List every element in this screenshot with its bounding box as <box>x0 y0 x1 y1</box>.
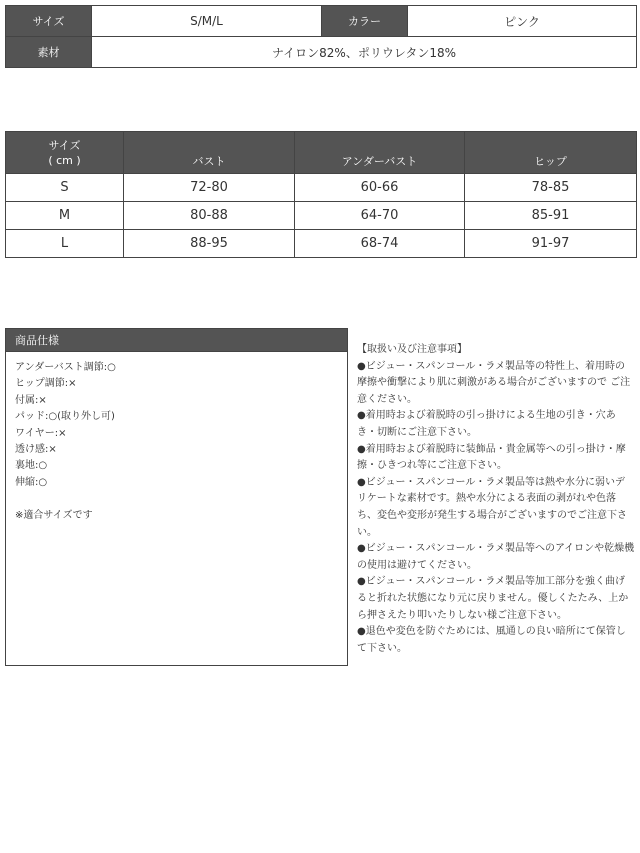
table-row <box>6 230 637 258</box>
list-item: 付属:× <box>15 394 47 406</box>
hip-cell: 78-85 <box>465 174 637 202</box>
spec-note: ※適合サイズです <box>15 510 93 522</box>
underbust-cell: 68-74 <box>295 230 465 258</box>
care-paragraph: ●ビジュー・スパンコール・ラメ製品等は熱や水分に弱いデリケートな素材です。熱や水分による表面の剥がれや色落ち、変色や変形が発生する場合がございますのでご注意下さい。 <box>357 476 627 538</box>
care-paragraph: ●退色や変色を防ぐためには、風通しの良い暗所にて保管して下さい。 <box>357 626 626 654</box>
info-row-size-color <box>6 6 637 37</box>
list-item: 透け感:× <box>15 444 57 456</box>
underbust-header: アンダーバスト <box>295 132 465 174</box>
size-header <box>6 132 124 174</box>
list-item: 裏地:○ <box>15 460 48 472</box>
material-value: ナイロン82%、ポリウレタン18% <box>92 37 637 68</box>
care-title: 【取扱い及び注意事項】 <box>357 344 467 355</box>
product-info-table <box>5 5 637 68</box>
size-value: S/M/L <box>92 6 322 37</box>
list-item: パッド:○(取り外し可) <box>15 411 115 423</box>
care-paragraph: ●着用時および着脱時の引っ掛けによる生地の引き・穴あき・切断にご注意下さい。 <box>357 410 616 438</box>
bust-cell: 80-88 <box>124 202 295 230</box>
color-label: カラー <box>322 6 408 37</box>
product-spec-box <box>5 328 348 666</box>
care-paragraph: ●ビジュー・スパンコール・ラメ製品等へのアイロンや乾燥機の使用は避けてください。 <box>357 543 635 571</box>
care-instructions <box>357 342 635 657</box>
list-item: ワイヤー:× <box>15 427 67 439</box>
underbust-cell: 60-66 <box>295 174 465 202</box>
hip-cell: 85-91 <box>465 202 637 230</box>
size-header-row <box>6 132 637 174</box>
care-paragraph: ●ビジュー・スパンコール・ラメ製品等加工部分を強く曲げると折れた状態になり元に戻りません。優しくたたみ、上から押さえたり叩いたりしない様ご注意下さい。 <box>357 576 629 621</box>
size-cell: L <box>6 230 124 258</box>
underbust-cell: 64-70 <box>295 202 465 230</box>
bust-header: バスト <box>124 132 295 174</box>
list-item: 伸縮:○ <box>15 476 48 488</box>
hip-cell: 91-97 <box>465 230 637 258</box>
spec-list <box>6 352 347 491</box>
list-item: ヒップ調節:× <box>15 378 77 390</box>
bust-cell: 72-80 <box>124 174 295 202</box>
table-row <box>6 174 637 202</box>
size-header-unit: ( cm ) <box>48 153 81 167</box>
bust-cell: 88-95 <box>124 230 295 258</box>
size-label: サイズ <box>6 6 92 37</box>
size-cell: M <box>6 202 124 230</box>
spec-title: 商品仕様 <box>6 329 347 352</box>
size-chart-table <box>5 131 637 258</box>
info-row-material <box>6 37 637 68</box>
size-cell: S <box>6 174 124 202</box>
hip-header: ヒップ <box>465 132 637 174</box>
care-paragraph: ●ビジュー・スパンコール・ラメ製品等の特性上、着用時の摩擦や衝撃により肌に刺激がある場合がございますので ご注意ください。 <box>357 360 631 405</box>
list-item: アンダーバスト調節:○ <box>15 362 116 373</box>
color-value: ピンク <box>408 6 637 37</box>
size-header-line1: サイズ <box>48 138 81 152</box>
table-row <box>6 202 637 230</box>
care-paragraph: ●着用時および着脱時に装飾品・貴金属等への引っ掛け・摩擦・ひきつれ等にご注意下さい。 <box>357 443 626 472</box>
material-label: 素材 <box>6 37 92 68</box>
